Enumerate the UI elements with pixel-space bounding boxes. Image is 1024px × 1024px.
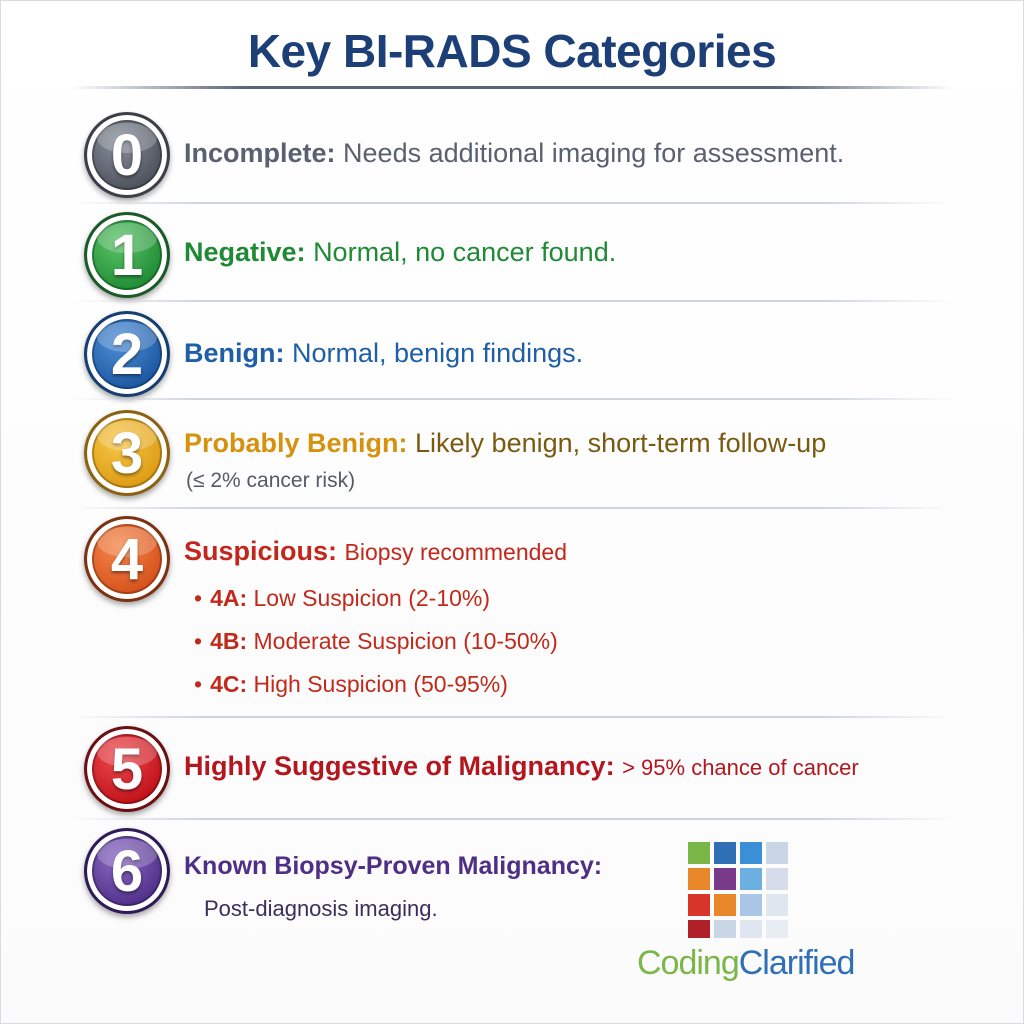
category-4-number: 4 (110, 526, 144, 592)
category-1-text (184, 237, 616, 268)
subcategory-4c-text: High Suspicion (50-95%) (253, 671, 508, 697)
category-3-text (184, 428, 826, 459)
category-2-description: Normal, benign findings. (292, 338, 584, 368)
category-3-number: 3 (110, 420, 144, 486)
subcategory-4c-code: 4C: (210, 671, 248, 697)
category-5-label: Highly Suggestive of Malignancy: (184, 751, 615, 781)
category-6-label: Known Biopsy-Proven Malignancy: (184, 852, 603, 880)
coding-clarified-logo-text (637, 944, 854, 983)
subcategory-4b (194, 628, 558, 655)
category-2-text (184, 338, 583, 369)
divider (70, 300, 954, 302)
category-0-number: 0 (110, 122, 144, 188)
logo-word-clarified: Clarified (738, 944, 855, 982)
category-0-description: Needs additional imaging for assessment. (343, 138, 845, 168)
divider (70, 818, 954, 820)
bullet-dot: • (194, 671, 203, 697)
subcategory-4c (194, 671, 508, 698)
category-2-badge (84, 311, 170, 397)
category-6-badge (84, 828, 170, 914)
category-4-description: Biopsy recommended (344, 539, 567, 565)
page-title: Key BI-RADS Categories (247, 25, 777, 77)
category-2-number: 2 (110, 321, 144, 387)
category-0-text (184, 138, 844, 169)
coding-clarified-logo-icon (688, 842, 788, 942)
subcategory-4b-text: Moderate Suspicion (10-50%) (253, 628, 558, 654)
subcategory-4a-code: 4A: (210, 585, 248, 611)
category-4-text (184, 536, 567, 567)
divider (70, 716, 954, 718)
category-3-description: Likely benign, short-term follow-up (415, 428, 827, 458)
category-4-badge (84, 516, 170, 602)
bullet-dot: • (194, 585, 203, 611)
subcategory-4b-code: 4B: (210, 628, 248, 654)
category-6-label-wrap (184, 852, 602, 881)
divider (70, 507, 954, 509)
category-5-number: 5 (110, 736, 144, 802)
category-5-description: > 95% chance of cancer (622, 755, 859, 780)
category-6-description: Post-diagnosis imaging. (204, 896, 438, 921)
category-1-description: Normal, no cancer found. (313, 237, 617, 267)
subcategory-4a-text: Low Suspicion (2-10%) (253, 585, 491, 611)
divider (70, 202, 954, 204)
category-5-text (184, 751, 859, 782)
category-5-badge (84, 726, 170, 812)
category-3-label: Probably Benign: (184, 428, 408, 458)
divider (70, 398, 954, 400)
category-4-label: Suspicious: (184, 536, 338, 566)
category-3-badge (84, 410, 170, 496)
category-0-badge (84, 112, 170, 198)
subcategory-4a (194, 585, 490, 612)
category-1-label: Negative: (184, 237, 306, 267)
category-0-label: Incomplete: (184, 138, 336, 168)
category-3-note: (≤ 2% cancer risk) (186, 469, 356, 492)
title-divider (70, 86, 954, 89)
bullet-dot: • (194, 628, 203, 654)
category-6-number: 6 (110, 838, 144, 904)
logo-word-coding: Coding (637, 944, 739, 982)
category-1-badge (84, 212, 170, 298)
category-2-label: Benign: (184, 338, 285, 368)
category-1-number: 1 (110, 222, 144, 288)
